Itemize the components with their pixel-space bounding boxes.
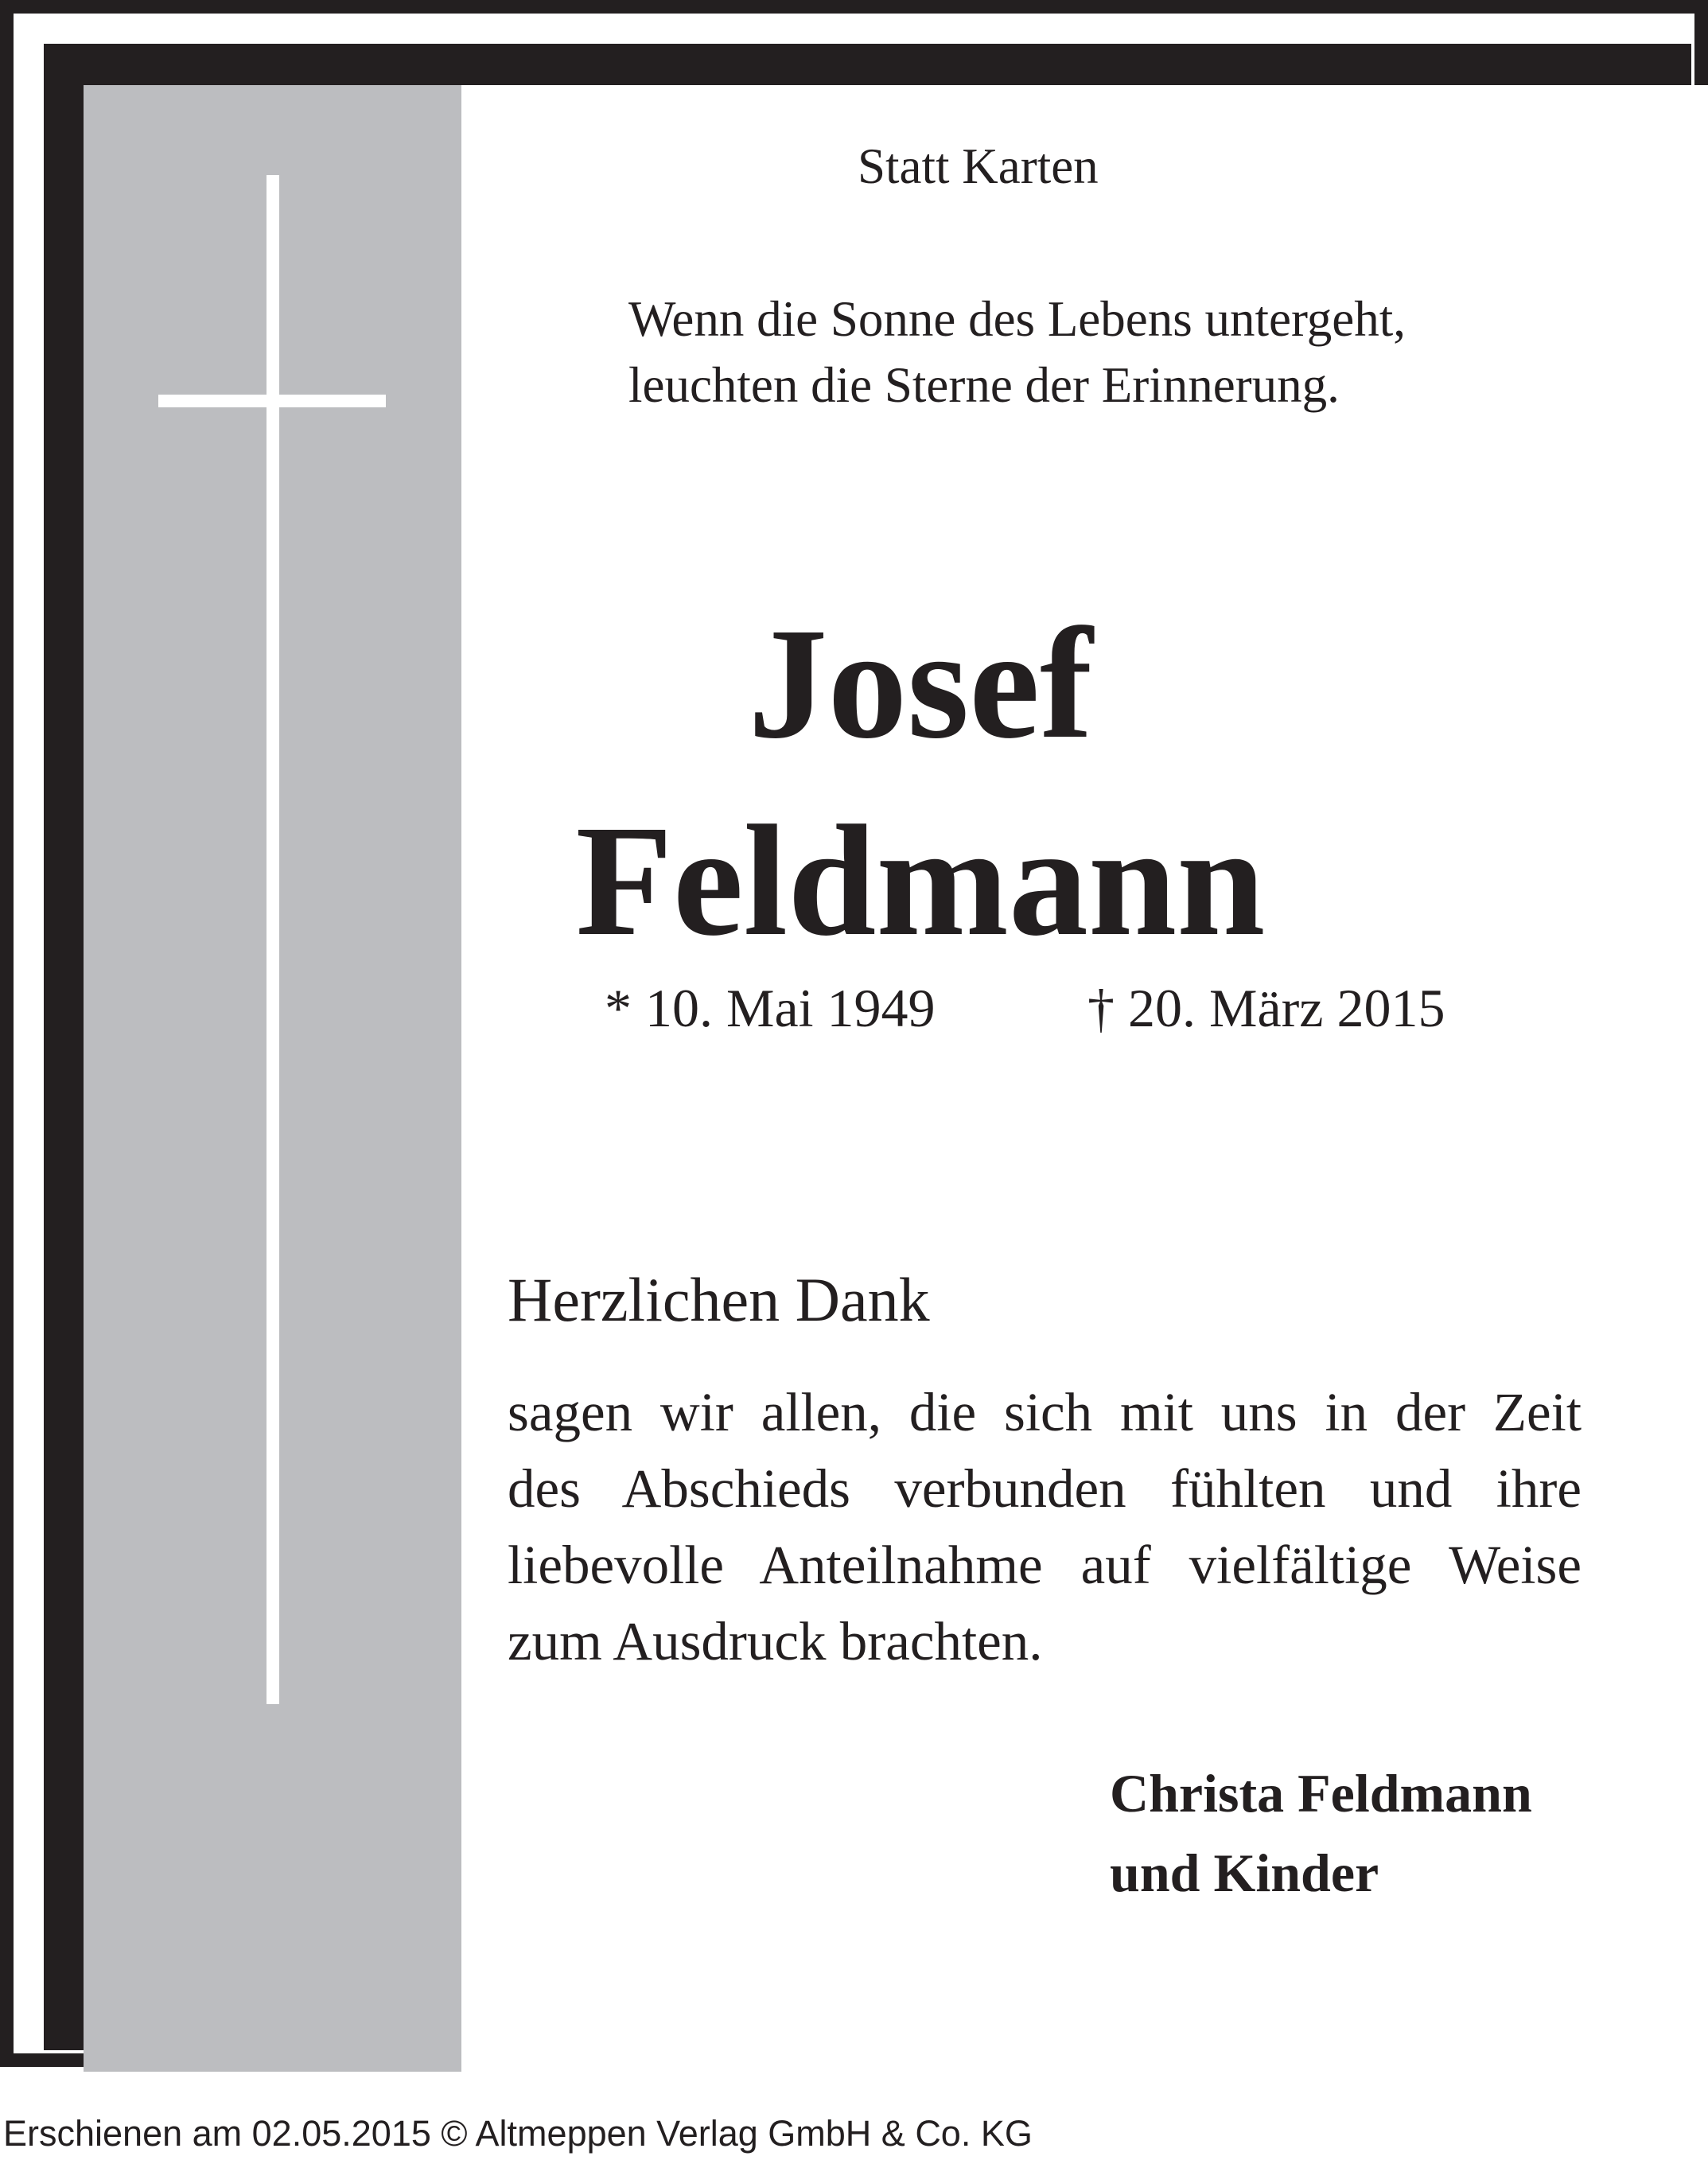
deceased-last-name: Feldmann [575, 793, 1266, 969]
signature-line-2: und Kinder [1110, 1843, 1379, 1903]
thanks-message [508, 1374, 1582, 1679]
header-note: Statt Karten [858, 138, 1099, 194]
cross-horizontal-bar [158, 395, 386, 407]
thanks-heading: Herzlichen Dank [508, 1265, 930, 1334]
signature-line-1: Christa Feldmann [1110, 1763, 1532, 1823]
thanks-line-4: zum Ausdruck brachten. [508, 1611, 1043, 1672]
deceased-first-name: Josef [748, 596, 1093, 772]
birth-date: * 10. Mai 1949 [605, 978, 936, 1038]
death-date: † 20. März 2015 [1087, 978, 1445, 1038]
thanks-line-1: sagen wir allen, die sich mit uns in der Zeit [508, 1382, 1582, 1442]
thanks-line-2: des Abschieds verbunden fühlten und ihre [508, 1458, 1582, 1519]
motto-line-1: Wenn die Sonne des Lebens untergeht, [628, 291, 1406, 347]
motto-line-2: leuchten die Sterne der Erinnerung. [628, 357, 1340, 413]
gray-side-band [84, 85, 461, 2072]
thanks-line-3: liebevolle Anteilnahme auf vielfältige Weise [508, 1535, 1582, 1595]
publication-credit: Erschienen am 02.05.2015 © Altmeppen Verlag GmbH & Co. KG [3, 2113, 1033, 2154]
